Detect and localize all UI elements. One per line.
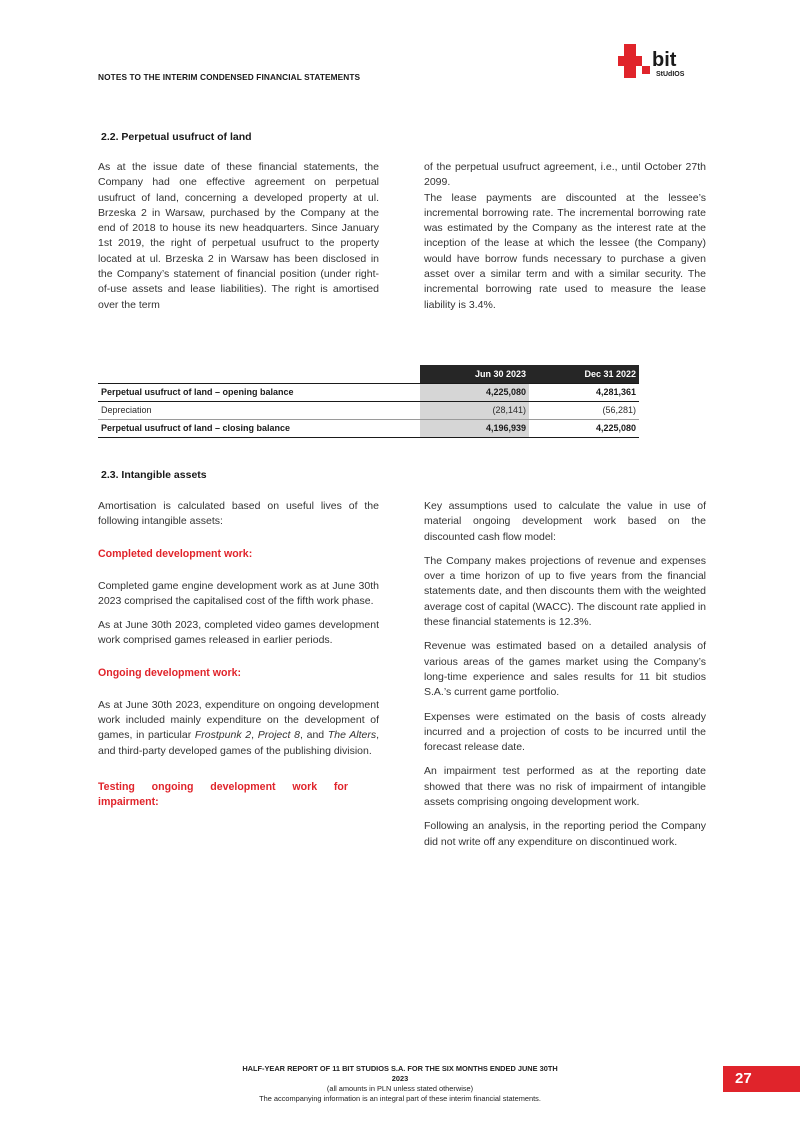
completed-paragraph-2: As at June 30th 2023, completed video games development work comprised games released in earlier periods. xyxy=(98,619,379,647)
svg-text:StUdIOS: StUdIOS xyxy=(656,71,685,78)
section-title-perpetual-usufruct: 2.2. Perpetual usufruct of land xyxy=(101,131,252,143)
row-label: Perpetual usufruct of land – opening balance xyxy=(98,383,420,401)
usufruct-table xyxy=(98,365,639,438)
logo-icon xyxy=(618,44,696,78)
usufruct-right-text: of the perpetual usufruct agreement, i.e., until October 27th 2099. The lease payments are discounted at the lessee’s incremental borrowing rate. The incremental borrowing rate was estimated by the Company as the interest rate at the inception of the lease at which the lessee (the Company) would have borrow funds necessary to purchase a given asset over a similar term and with a similar security. The incremental borrowing rate used to measure the lease liability is 3.4%. xyxy=(424,161,706,311)
usufruct-left-text: As at the issue date of these financial statements, the Company had one effective agreement on perpetual usufruct of land, concerning a developed property at ul. Brzeska 2 in Warsaw, purchased by the Company at the end of 2018 to house its new headquarters. Since January 1st 2019, the right of perpetual usufruct to the property located at ul. Brzeska 2 in Warsaw has been disclosed in the Company’s statement of financial position (under right-of-use assets and lease liabilities). The right is amortised over the term xyxy=(98,161,379,311)
key-assumptions-paragraph: Key assumptions used to calculate the value in use of material ongoing development work based on the discounted cash flow model: xyxy=(424,500,706,543)
page-footer xyxy=(200,1064,600,1104)
intangible-right-column xyxy=(424,499,706,850)
footer-report-title: HALF-YEAR REPORT OF 11 BIT STUDIOS S.A. FOR THE SIX MONTHS ENDED JUNE 30TH xyxy=(242,1064,558,1073)
table-header-blank xyxy=(98,365,420,383)
completed-development-heading: Completed development work: xyxy=(98,547,253,560)
expenses-paragraph: Expenses were estimated on the basis of costs already incurred and a projection of costs to be incurred until the forecast release date. xyxy=(424,710,706,754)
page-number: 27 xyxy=(735,1070,752,1087)
table-header-dec-2022: Dec 31 2022 xyxy=(529,365,639,383)
testing-impairment-heading: Testing ongoing development work for impairment: xyxy=(98,780,348,808)
row-value-prior: 4,281,361 xyxy=(529,383,639,401)
write-off-paragraph: Following an analysis, in the reporting period the Company did not write off any expenditure on discontinued work. xyxy=(424,820,706,848)
row-label: Depreciation xyxy=(98,401,420,419)
ongoing-paragraph: As at June 30th 2023, expenditure on ongoing development work included mainly expenditure on the development of games, in particular Frostpunk 2, Project 8, and The Alters, and third-party developed games of the publishing division. xyxy=(98,698,379,757)
footer-report-year: 2023 xyxy=(391,1074,409,1083)
row-value-current: (28,141) xyxy=(420,401,529,419)
company-logo xyxy=(618,44,696,78)
impairment-test-paragraph: An impairment test performed as at the reporting date showed that there was no risk of impairment of intangible assets comprising ongoing development work. xyxy=(424,765,706,809)
row-value-current: 4,196,939 xyxy=(420,419,529,437)
intangible-left-column xyxy=(98,499,379,810)
row-label: Perpetual usufruct of land – closing balance xyxy=(98,419,420,437)
table-row xyxy=(98,383,639,401)
footer-integral-note: The accompanying information is an integral part of these interim financial statements. xyxy=(259,1094,541,1103)
ongoing-development-heading: Ongoing development work: xyxy=(98,666,242,679)
row-value-prior: 4,225,080 xyxy=(529,419,639,437)
footer-currency-note: (all amounts in PLN unless stated otherwise) xyxy=(326,1084,474,1093)
table-row xyxy=(98,401,639,419)
page-number-badge xyxy=(723,1066,800,1092)
row-value-prior: (56,281) xyxy=(529,401,639,419)
intangible-intro: Amortisation is calculated based on useful lives of the following intangible assets: xyxy=(98,500,379,528)
row-value-current: 4,225,080 xyxy=(420,383,529,401)
projections-paragraph: The Company makes projections of revenue and expenses over a time horizon of up to five years from the financial statements date, and then discounts them with the weighted average cost of capital (WACC). The discount rate applied in these financial statements is 12.3%. xyxy=(424,554,706,629)
header-title: NOTES TO THE INTERIM CONDENSED FINANCIAL STATEMENTS xyxy=(98,72,361,82)
table-row xyxy=(98,419,639,437)
revenue-paragraph: Revenue was estimated based on a detailed analysis of various areas of the games market using the Company’s long-time experience and sales results for 11 bit studios S.A.’s current game portfolio. xyxy=(424,640,706,699)
section-title-intangible-assets: 2.3. Intangible assets xyxy=(101,469,207,481)
table-header-jun-2023: Jun 30 2023 xyxy=(420,365,529,383)
completed-paragraph-1: Completed game engine development work as at June 30th 2023 comprised the capitalised cost of the fifth work phase. xyxy=(98,579,379,607)
svg-text:bit: bit xyxy=(652,49,677,71)
